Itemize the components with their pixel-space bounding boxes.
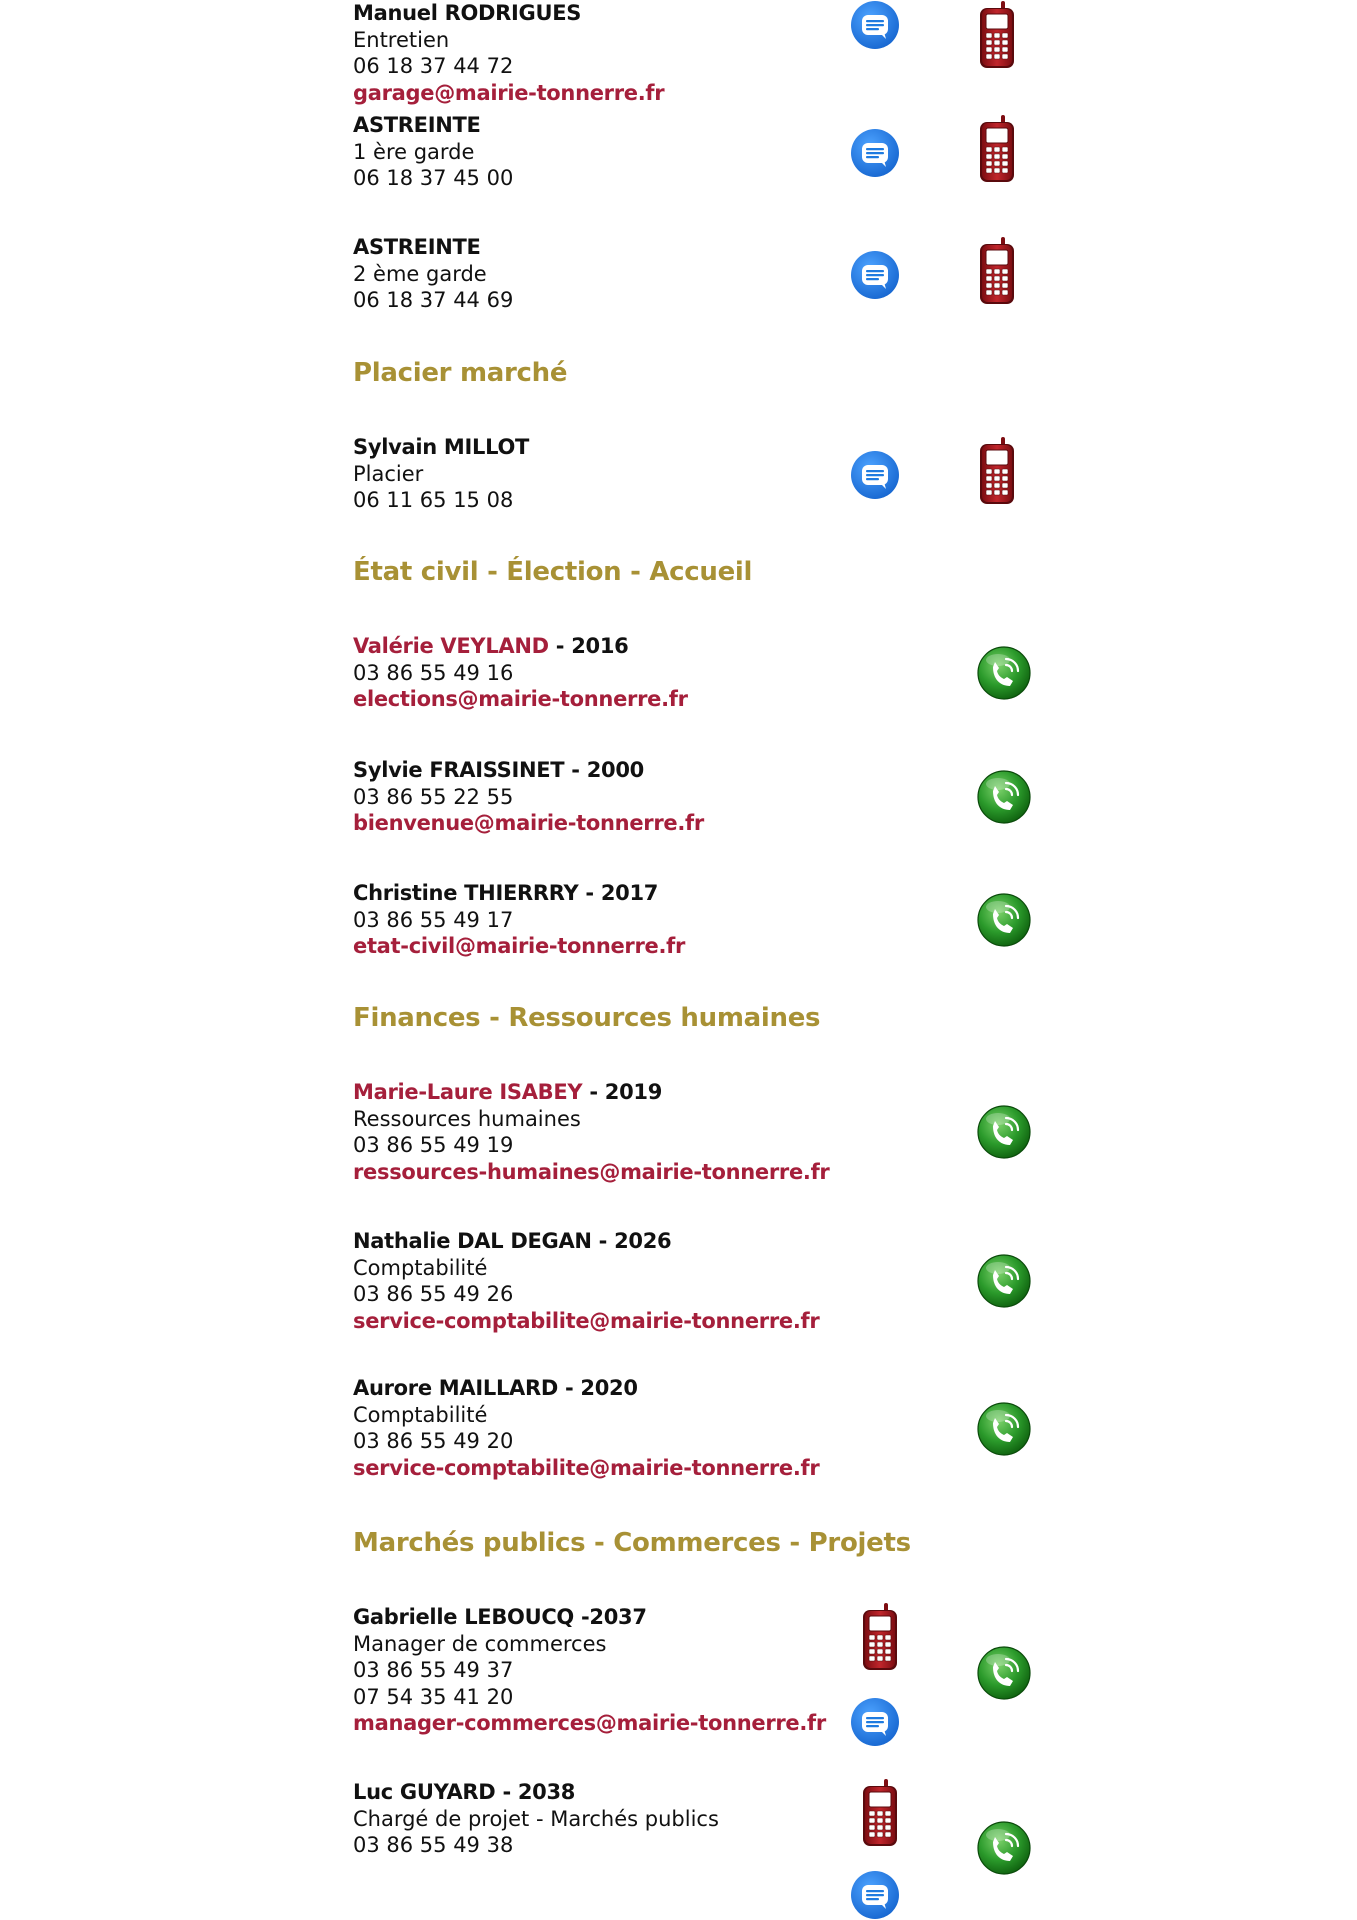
- section-heading: Placier marché: [353, 358, 568, 388]
- contact-card: [353, 234, 513, 314]
- mobile-phone-icon[interactable]: [857, 1778, 905, 1850]
- contact-role: Chargé de projet - Marchés publics: [353, 1806, 719, 1831]
- contact-card: [353, 434, 529, 514]
- contact-card: [353, 633, 688, 713]
- contact-name: Sylvain MILLOT: [353, 435, 530, 459]
- contact-card: [353, 1228, 819, 1334]
- sms-icon[interactable]: [850, 450, 900, 500]
- green-phone-call-icon[interactable]: [976, 1645, 1032, 1701]
- contact-card: [353, 757, 704, 837]
- contact-name: Sylvie FRAISSINET - 2000: [353, 758, 644, 782]
- contact-phone: 03 86 55 49 38: [353, 1833, 514, 1857]
- contact-role: Comptabilité: [353, 1255, 488, 1280]
- sms-icon[interactable]: [850, 1697, 900, 1747]
- green-phone-call-icon[interactable]: [976, 1253, 1032, 1309]
- contact-card: [353, 0, 665, 105]
- mobile-phone-icon[interactable]: [974, 0, 1022, 72]
- contact-role: Comptabilité: [353, 1402, 488, 1427]
- mobile-phone-icon[interactable]: [857, 1602, 905, 1674]
- contact-phone: 06 18 37 45 00: [353, 166, 514, 190]
- contact-card: [353, 1375, 819, 1481]
- contact-extension: - 2019: [582, 1080, 663, 1104]
- contact-mobile-phone: 07 54 35 41 20: [353, 1684, 514, 1709]
- contact-name-highlight: Valérie VEYLAND: [353, 634, 549, 658]
- contact-card: [353, 112, 513, 192]
- contact-phone: 03 86 55 49 16: [353, 660, 514, 685]
- contact-email-link[interactable]: manager-commerces@mairie-tonnerre.fr: [353, 1711, 826, 1735]
- contact-email-link[interactable]: etat-civil@mairie-tonnerre.fr: [353, 934, 686, 958]
- contact-phone: 03 86 55 49 37: [353, 1658, 514, 1682]
- green-phone-call-icon[interactable]: [976, 1104, 1032, 1160]
- contact-card: [353, 880, 685, 960]
- mobile-phone-icon[interactable]: [974, 114, 1022, 186]
- green-phone-call-icon[interactable]: [976, 1401, 1032, 1457]
- contact-email-link[interactable]: elections@mairie-tonnerre.fr: [353, 687, 688, 711]
- contact-name-highlight: Marie-Laure ISABEY: [353, 1080, 583, 1104]
- green-phone-call-icon[interactable]: [976, 769, 1032, 825]
- contact-role: 1 ère garde: [353, 139, 475, 164]
- section-heading: Finances - Ressources humaines: [353, 1003, 821, 1033]
- contact-phone: 03 86 55 49 20: [353, 1429, 514, 1453]
- contact-phone: 03 86 55 49 17: [353, 907, 514, 932]
- sms-icon[interactable]: [850, 250, 900, 300]
- section-heading: État civil - Élection - Accueil: [353, 557, 753, 587]
- contact-role: Entretien: [353, 27, 450, 52]
- sms-icon[interactable]: [850, 1870, 900, 1920]
- contact-name: Manuel RODRIGUES: [353, 1, 582, 25]
- contact-email-link[interactable]: service-comptabilite@mairie-tonnerre.fr: [353, 1455, 820, 1480]
- contact-role: Manager de commerces: [353, 1631, 607, 1656]
- contact-phone: 06 18 37 44 69: [353, 288, 514, 312]
- green-phone-call-icon[interactable]: [976, 1820, 1032, 1876]
- contact-name: [353, 633, 688, 660]
- contact-name: ASTREINTE: [353, 235, 481, 259]
- contact-name: [353, 1079, 829, 1106]
- contact-card: [353, 1604, 826, 1737]
- contact-card: [353, 1079, 829, 1185]
- contact-email-link[interactable]: bienvenue@mairie-tonnerre.fr: [353, 811, 704, 835]
- contact-name: Nathalie DAL DEGAN - 2026: [353, 1229, 672, 1253]
- sms-icon[interactable]: [850, 0, 900, 50]
- green-phone-call-icon[interactable]: [976, 892, 1032, 948]
- contact-role: Ressources humaines: [353, 1106, 581, 1131]
- contact-phone: 06 18 37 44 72: [353, 54, 514, 78]
- contact-extension: - 2016: [548, 634, 629, 658]
- contact-phone: 03 86 55 49 26: [353, 1282, 514, 1306]
- contact-email-link[interactable]: service-comptabilite@mairie-tonnerre.fr: [353, 1308, 820, 1333]
- contact-phone: 03 86 55 22 55: [353, 784, 514, 809]
- contact-name: Luc GUYARD - 2038: [353, 1780, 576, 1804]
- contact-name: ASTREINTE: [353, 113, 481, 137]
- contact-name: Christine THIERRRY - 2017: [353, 881, 659, 905]
- contact-card: [353, 1779, 719, 1859]
- mobile-phone-icon[interactable]: [974, 236, 1022, 308]
- section-heading: Marchés publics - Commerces - Projets: [353, 1528, 911, 1558]
- contact-role: 2 ème garde: [353, 261, 487, 286]
- contact-role: Placier: [353, 461, 424, 486]
- green-phone-call-icon[interactable]: [976, 645, 1032, 701]
- contact-phone: 03 86 55 49 19: [353, 1133, 514, 1157]
- contact-name: Gabrielle LEBOUCQ -2037: [353, 1605, 647, 1629]
- mobile-phone-icon[interactable]: [974, 436, 1022, 508]
- sms-icon[interactable]: [850, 128, 900, 178]
- contact-name: Aurore MAILLARD - 2020: [353, 1376, 638, 1400]
- contact-email-link[interactable]: garage@mairie-tonnerre.fr: [353, 80, 665, 105]
- contact-phone: 06 11 65 15 08: [353, 488, 514, 512]
- contact-email-link[interactable]: ressources-humaines@mairie-tonnerre.fr: [353, 1159, 830, 1184]
